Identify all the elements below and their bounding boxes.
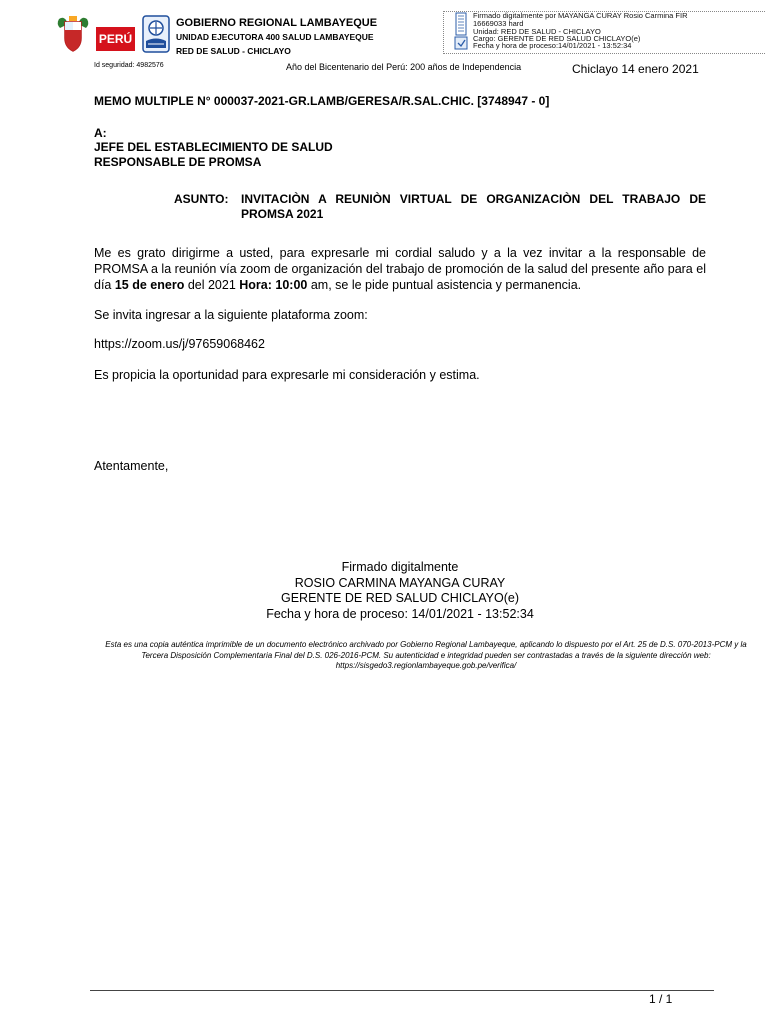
regards: Atentamente, [94, 459, 169, 473]
zoom-link[interactable]: https://zoom.us/j/97659068462 [94, 337, 265, 351]
subject-text: INVITACIÒN A REUNIÒN VIRTUAL DE ORGANIZACIÒN DEL TRABAJO DE PROMSA 2021 [241, 192, 706, 221]
signer-position: GERENTE DE RED SALUD CHICLAYO(e) [280, 591, 519, 605]
peru-badge: PERÚ [93, 27, 135, 51]
body-text-part-2: del 2021 [184, 278, 240, 292]
header-line-1: GOBIERNO REGIONAL LAMBAYEQUE [176, 17, 378, 29]
signature-box-line-1: Firmado digitalmente por MAYANGA CURAY Rosio Carmina FIR [473, 11, 688, 20]
header-line-3: RED DE SALUD - CHICLAYO [176, 46, 291, 56]
meeting-time: Hora: 10:00 [239, 278, 308, 292]
signature-block [94, 560, 706, 622]
peru-coat-of-arms-icon [56, 14, 90, 54]
signature-box-line-4: Cargo: GERENTE DE RED SALUD CHICLAYO(e) [473, 34, 641, 43]
recipient-line-1: JEFE DEL ESTABLECIMIENTO DE SALUD [94, 140, 333, 154]
header-line-2: UNIDAD EJECUTORA 400 SALUD LAMBAYEQUE [176, 32, 374, 42]
footer-divider [90, 990, 714, 991]
year-motto: Año del Bicentenario del Perú: 200 años de Independencia [286, 62, 522, 72]
invite-line: Se invita ingresar a la siguiente plataforma zoom: [94, 308, 368, 322]
body-text-part-1: Me es grato dirigirme a usted, para expresarle mi cordial saludo y a la vez invitar a la responsable de PROMSA a la reunión vía zoom de organización del trabajo de promoción de la salud del presente año para el día [94, 246, 706, 292]
recipient-line-2: RESPONSABLE DE PROMSA [94, 155, 262, 169]
security-id: Id seguridad: 4982576 [94, 62, 164, 69]
signature-box-line-3: Unidad: RED DE SALUD - CHICLAYO [473, 27, 601, 36]
closing-line: Es propicia la oportunidad para expresarle mi consideración y estima. [94, 368, 480, 382]
lambayeque-region-logo-icon [139, 14, 173, 54]
place-date: Chiclayo 14 enero 2021 [572, 62, 699, 76]
page-number: 1 / 1 [649, 992, 673, 1006]
signer-name: ROSIO CARMINA MAYANGA CURAY [294, 575, 506, 590]
body-text-part-3: am, se le pide puntual asistencia y permanencia. [307, 278, 582, 292]
subject-label: ASUNTO: [174, 192, 229, 206]
signature-stamp-icon [453, 12, 469, 52]
signature-box-line-2: 16669033 hard [473, 19, 524, 28]
footer-note: Esta es una copia auténtica imprimible de un documento electrónico archivado por Gobierno Regional Lambayeque, aplicando lo dispuesto por el Art. 25 de D.S. 070-2013-PCM y la Tercera Disposición Complementaria Final del D.S. 026-2016-PCM. Su autenticidad e integridad pueden ser contrastadas a través de la siguiente dirección web: https://sisgedo3.regionlambayeque.gob.pe/verifica/ [105, 640, 747, 670]
signature-box-line-5: Fecha y hora de proceso:14/01/2021 - 13:52:34 [473, 41, 632, 50]
meeting-date: 15 de enero [114, 278, 185, 292]
signature-datetime: Fecha y hora de proceso: 14/01/2021 - 13:52:34 [266, 606, 534, 621]
memo-title: MEMO MULTIPLE N° 000037-2021-GR.LAMB/GERESA/R.SAL.CHIC. [3748947 - 0] [94, 94, 550, 108]
signature-line-1: Firmado digitalmente [341, 560, 459, 574]
body-paragraph [94, 245, 706, 293]
recipient-label: A: [94, 126, 107, 140]
